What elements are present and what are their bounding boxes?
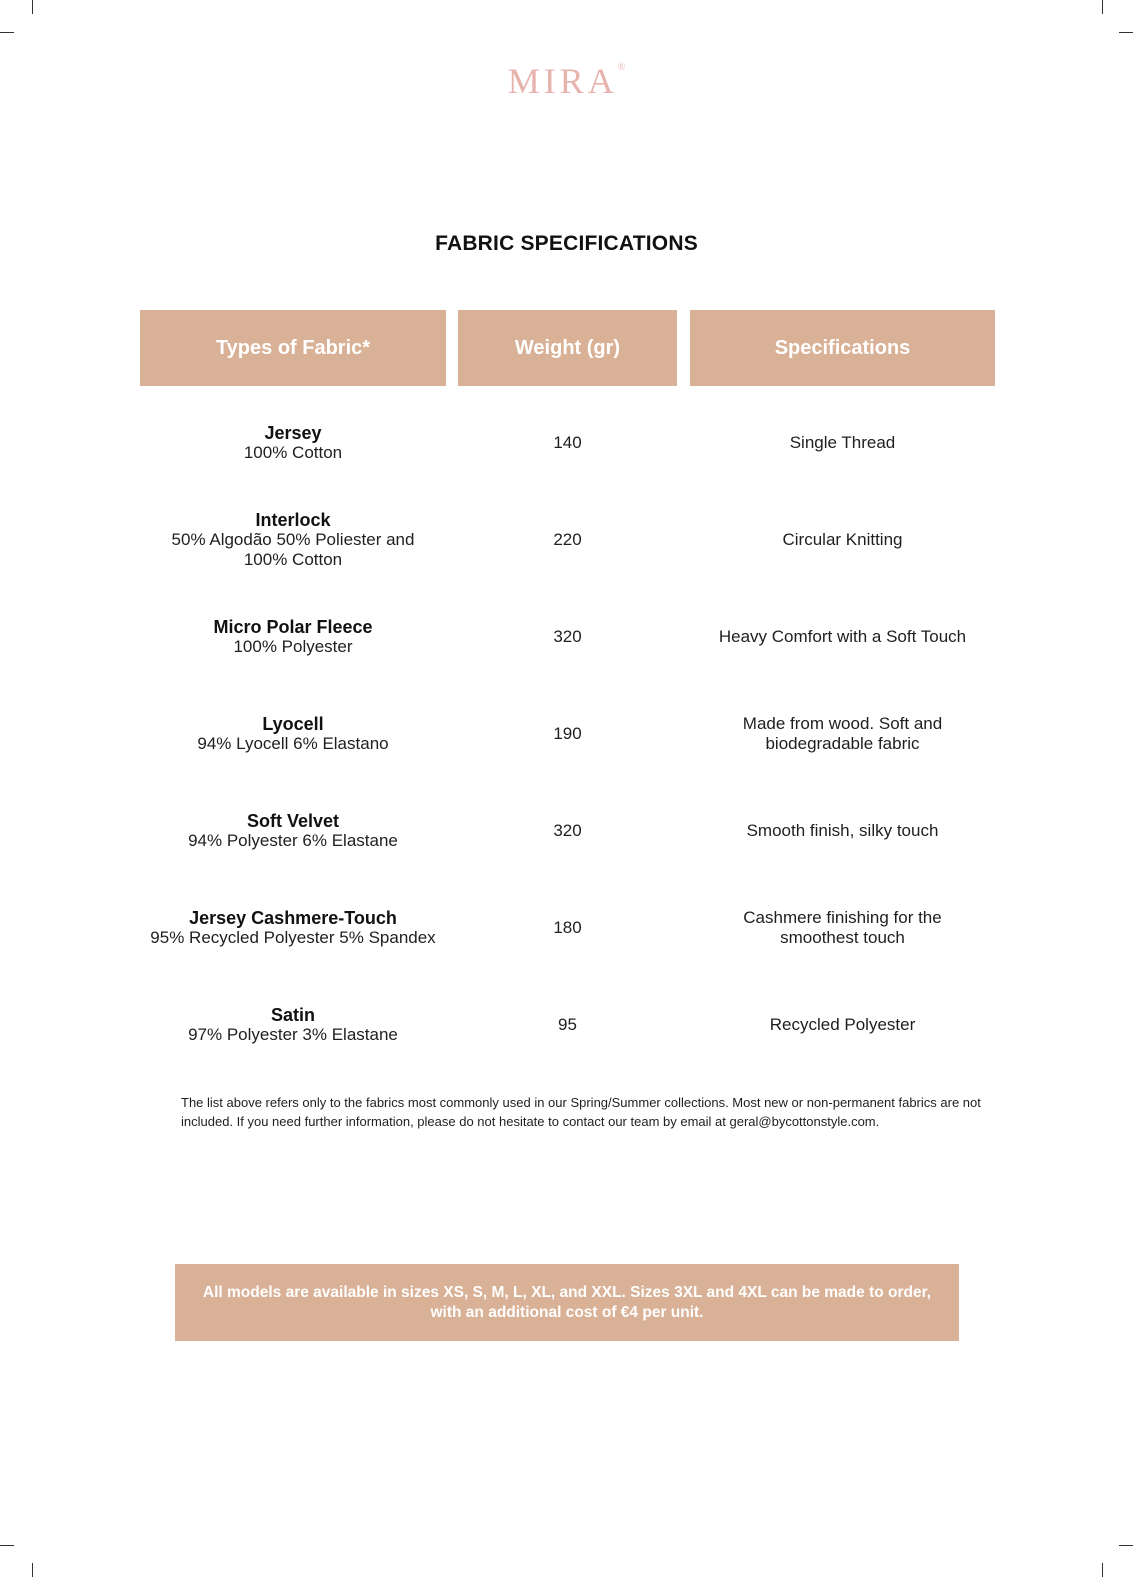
fabric-composition: 100% Cotton [243,442,343,462]
size-banner-line-2: with an additional cost of €4 per unit. [430,1303,704,1321]
fabric-composition: 100% Polyester [233,636,353,656]
crop-mark-top-left-vertical [32,0,33,14]
fabric-name: Lyocell [262,713,324,734]
spec-cell [690,685,995,782]
spec-text: Made from wood. Soft and biodegradable fabric [742,713,943,753]
brand-logo [0,60,1133,102]
fabric-cell [140,491,446,588]
table-row [0,394,1133,491]
table-row [0,879,1133,976]
table-row [0,588,1133,685]
weight-cell: 320 [553,626,582,646]
brand-logo-text: MIRA [507,61,618,101]
fabric-cell [140,976,446,1073]
column-header-fabric-type: Types of Fabric* [140,310,446,386]
page-title: FABRIC SPECIFICATIONS [435,232,698,255]
fabric-composition: 94% Polyester 6% Elastane [188,830,398,850]
spec-text: Single Thread [789,432,896,452]
weight-cell: 140 [553,432,582,452]
fabric-name: Jersey [264,422,322,443]
fabric-composition: 50% Algodão 50% Poliester and 100% Cotton [171,529,415,569]
crop-mark-bottom-left-vertical [32,1563,33,1577]
crop-mark-bottom-right-vertical [1102,1563,1103,1577]
brand-logo-mark: ® [617,62,626,73]
fabric-table-body [0,394,1133,1073]
fabric-cell [140,588,446,685]
table-row [0,976,1133,1073]
fabric-cell [140,879,446,976]
column-header-weight: Weight (gr) [458,310,677,386]
table-row [0,685,1133,782]
crop-mark-top-left-horizontal [0,32,14,33]
table-row [0,782,1133,879]
weight-cell: 190 [553,723,582,743]
spec-text: Recycled Polyester [769,1014,916,1034]
spec-cell [690,588,995,685]
crop-mark-top-right-horizontal [1119,32,1133,33]
fabric-name: Jersey Cashmere-Touch [189,907,397,928]
fabric-composition: 94% Lyocell 6% Elastano [197,733,389,753]
fabric-composition: 95% Recycled Polyester 5% Spandex [150,927,436,947]
crop-mark-top-right-vertical [1102,0,1103,14]
weight-cell: 180 [553,917,582,937]
weight-cell: 220 [553,529,582,549]
spec-text: Heavy Comfort with a Soft Touch [718,626,967,646]
spec-text: Cashmere finishing for the smoothest touch [743,907,942,947]
weight-cell: 320 [553,820,582,840]
weight-cell: 95 [558,1014,577,1034]
spec-cell [690,782,995,879]
crop-mark-bottom-right-horizontal [1119,1545,1133,1546]
column-header-specifications: Specifications [690,310,995,386]
fabric-cell [140,782,446,879]
spec-cell [690,879,995,976]
size-banner-line-1: All models are available in sizes XS, S, M, L, XL, and XXL. Sizes 3XL and 4XL can be made to order, [202,1283,932,1301]
spec-cell [690,394,995,491]
table-row [0,491,1133,588]
fabric-name: Interlock [255,509,331,530]
crop-mark-bottom-left-horizontal [0,1545,14,1546]
fabric-note: The list above refers only to the fabrics most commonly used in our Spring/Summer collections. Most new or non-permanent fabrics are not included. If you need further information, please do not hesitate to contact our team by email at geral@bycottonstyle.com. [181,1095,981,1129]
fabric-name: Soft Velvet [246,810,340,831]
fabric-name: Micro Polar Fleece [213,616,373,637]
size-availability-banner [175,1264,959,1341]
fabric-composition: 97% Polyester 3% Elastane [188,1024,398,1044]
spec-text: Circular Knitting [782,529,903,549]
spec-cell [690,491,995,588]
spec-cell [690,976,995,1073]
spec-text: Smooth finish, silky touch [746,820,939,840]
fabric-name: Satin [270,1004,315,1025]
fabric-cell [140,685,446,782]
fabric-cell [140,394,446,491]
